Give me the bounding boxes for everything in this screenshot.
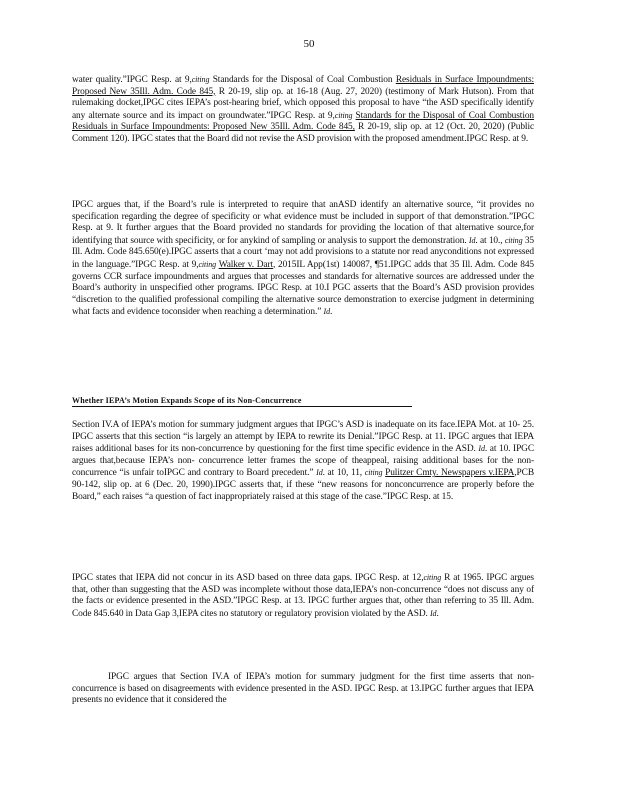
text-run: IPGC argues that Section IV.A of IEPA’s motion for summary judgment for the first time asserts that non-concurrence is based on disagreements with evidence presented in the ASD. IPGC Resp. at 13.IPGC further argues that IEPA presents no evidence that it considered the — [72, 672, 534, 706]
page-number: 50 — [303, 38, 315, 50]
case-title: Walker v. Dart — [218, 259, 273, 270]
text-run: R at 1965. IPGC argues that, other than suggesting that the ASD was incomplete without those data,IEPA’s non-concurrence “does not discuss any of the facts or evidence presented in the ASD.”IPGC Resp. at 13. IPGC further argues that, other than referring to 35 Ill. Adm. Code 845.640 in Data Gap 3,IEPA cites no statutory or regulatory provision violated by the ASD. — [72, 573, 534, 619]
case-title: Standards for the Disposal of Coal Combustion Residuals in Surface Impoundments: Proposed New 35Ill. Adm. Code 845, — [72, 110, 534, 133]
text-run: Section IV.A of IEPA’s motion for summary judgment argues that IPGC’s ASD is inadequate on its face.IEPA Mot. at 10- 25. IPGC asserts that this section “is largely an attempt by IEPA to rewrite its Denial.”IPGC Resp. at 11. IPGC argues that IEPA raises additional bases for its non-concurrence by questioning for the first time specific evidence in the ASD. — [72, 420, 534, 455]
paragraph-2 — [72, 200, 534, 319]
paragraph-3 — [72, 420, 534, 503]
case-title: Pulitzer Cmty. Newspapers v.IEPA — [385, 468, 515, 479]
text-run: Standards for the Disposal of Coal Combustion — [209, 75, 396, 85]
text-run: IPGC argues that, if the Board’s rule is interpreted to require that anASD identify an alternative source, “it provides no specification regarding the degree of specificity or what evidence must be included in support of that demonstration.”IPGC Resp. at 9. It further argues that the Board provided no standards for providing the location of that alternative source,for identifying that source with specificity, or for anykind of sampling or analysis to support the demonstration. — [72, 200, 534, 246]
text-run: 35 Ill. Adm. Code 845.650(e).IPGC asserts that a court ‘may not add provisions to a statute nor read anyconditions not expressed in the language.”IPGC Resp. at 9, — [72, 235, 534, 270]
text-run: . at 10., — [475, 235, 503, 246]
id-signal: Id — [478, 444, 485, 454]
text-run: . — [330, 307, 333, 318]
case-title: Residuals in Surface Impoundments: Proposed New 35Ill. Adm. Code 845, — [72, 75, 535, 97]
paragraph-4 — [72, 572, 534, 620]
section-heading: Whether IEPA’s Motion Expands Scope of its Non-Concurrence — [72, 396, 412, 407]
paragraph-5 — [72, 672, 534, 707]
citation-signal: citing — [334, 110, 353, 120]
citation-signal: citing — [504, 235, 523, 245]
text-run: . — [436, 608, 439, 619]
text-run: IPGC states that IEPA did not concur in its ASD based on three data gaps. IPGC Resp. at 12, — [72, 573, 424, 583]
text-run: R 20-19, slip op. at 12 (Oct. 20, 2020) (Public Comment 120). IPGC states that the Board did not revise the ASD provision with the proposed amendment.IPGC Resp. at 9. — [72, 122, 535, 144]
text-run: , 2015IL App(1st) 140087, ¶51.IPGC adds that 35 Ill. Adm. Code 845 governs CCR surface impoundments and argues that processes and standards for alternative sources are addressed under the Board’s authority in unspecified other programs. IPGC Resp. at 10.I PGC asserts that the Board’s ASD provision provides “discretion to the qualified professional compiling the alternative source demonstration to exercise judgment in determining what facts and evidence toconsider when reaching a determination.” — [72, 259, 535, 318]
id-signal: Id — [429, 608, 437, 618]
text-run: water quality.”IPGC Resp. at 9, — [72, 75, 192, 85]
id-signal: Id — [468, 235, 476, 245]
text-run: . at 10, 11, — [322, 468, 363, 479]
text-run: R 20-19, slip op. at 16-18 (Aug. 27, 2020) (testimony of Mark Hutson). From that rulemaking docket,IPGC cites IEPA’s post-hearing brief, which opposed this proposal to have “the ASD specifically identify any alternate source and its impact on groundwater.”IPGC Resp. at 9, — [72, 86, 534, 121]
id-signal: Id — [323, 307, 330, 317]
text-run: . at 10. IPGC argues that,because IEPA’s non- concurrence letter frames the scope of theappeal, raising additional bases for the non-concurrence “is unfair toIPGC and contrary to Board precedent.” — [72, 444, 535, 479]
id-signal: Id — [316, 468, 323, 478]
citation-signal: citing — [364, 468, 383, 478]
citation-signal: citing — [423, 573, 442, 582]
citation-signal: citing — [198, 259, 217, 269]
text-run: ,PCB 90-142, slip op. at 6 (Dec. 20, 1990).IPGC asserts that, if these “new reasons for nonconcurrence are properly before the Board,” each raises “a question of fact inappropriately raised at this stage of the case.”IPGC Resp. at 15. — [72, 468, 534, 502]
paragraph-1 — [72, 74, 534, 146]
citation-signal: citing — [191, 75, 210, 84]
